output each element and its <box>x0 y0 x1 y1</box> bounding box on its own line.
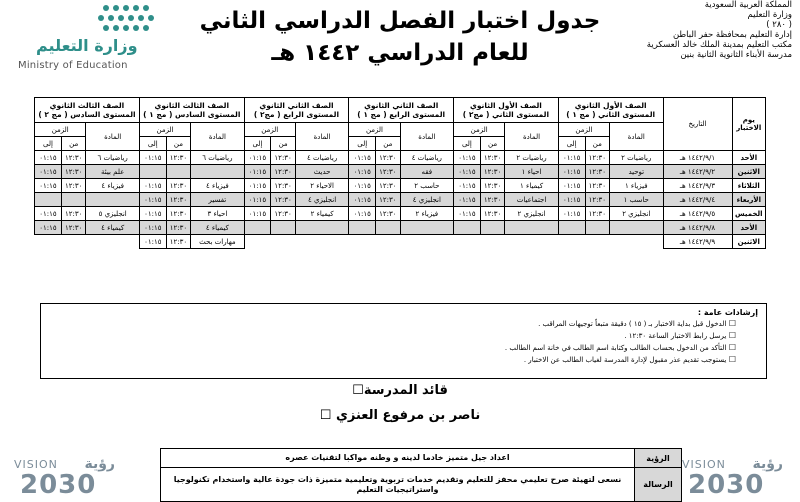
subject-cell: رياضيات ٤ <box>295 151 348 165</box>
to-time-cell: ٠١:١٥ <box>558 179 585 193</box>
subject-cell <box>191 165 244 179</box>
ministry-logo <box>6 0 176 80</box>
day-cell: الأحد <box>732 221 765 235</box>
vision-text: اعداد جيل متميز خادما لدينه و وطنه مواكبا لتقنيات عصره <box>285 453 510 462</box>
to-time-cell: ٠١:١٥ <box>244 207 271 221</box>
from-time-cell: ١٢:٣٠ <box>61 221 86 235</box>
table-row <box>35 207 766 221</box>
to-time-cell: ٠١:١٥ <box>35 207 62 221</box>
to-time-cell <box>35 193 62 207</box>
mission-text: نسعى لتهيئة صرح تعليمي محفز للتعليم وتقديم خدمات تربوية وتعليمية متميزة ذات جودة عالية واستخدام تكنولوجيا واستراتيجيات التعليم <box>173 474 622 494</box>
subject-cell: رياضيات ٢ <box>505 151 558 165</box>
subject-cell <box>86 193 139 207</box>
from-header: من <box>61 137 86 151</box>
instruction-item: ☐ الدخول قبل بداية الاختبار بـ ( ١٥ ) دقيقة متبعاً توجيهات المراقب . <box>505 318 736 330</box>
from-time-cell <box>585 221 610 235</box>
to-time-cell: ٠١:١٥ <box>35 179 62 193</box>
date-cell: ١٤٤٢/٩/٩ هـ <box>663 235 732 249</box>
subject-cell <box>400 221 453 235</box>
instructions-heading: إرشادات عامة : <box>697 308 758 317</box>
time-header: الزمن <box>558 123 609 137</box>
to-time-cell: ٠١:١٥ <box>349 151 376 165</box>
subject-cell: تفسير <box>191 193 244 207</box>
from-time-cell: ١٢:٣٠ <box>166 179 191 193</box>
empty-cell <box>61 235 86 249</box>
to-time-cell: ٠١:١٥ <box>244 165 271 179</box>
date-header: التاريخ <box>663 98 732 151</box>
principal-name: ناصر بن مرفوع العنزي ☐ <box>319 408 481 423</box>
class-group-header: الصف الثاني الثانوي المستوى الرابع ( مج٢ ) <box>244 98 349 123</box>
to-header: إلى <box>139 137 166 151</box>
time-header: الزمن <box>349 123 400 137</box>
subject-cell: اجتماعيات <box>505 193 558 207</box>
general-instructions <box>40 303 767 379</box>
to-header: إلى <box>35 137 62 151</box>
from-time-cell: ١٢:٣٠ <box>376 179 401 193</box>
subject-cell: رياضيات ٦ <box>191 151 244 165</box>
from-time-cell: ١٢:٣٠ <box>480 193 505 207</box>
to-time-cell <box>454 221 481 235</box>
to-time-cell: ٠١:١٥ <box>139 193 166 207</box>
subject-cell: رياضيات ٤ <box>400 151 453 165</box>
vision-2030-logo-left: VISION رؤية 2030 <box>14 456 115 500</box>
subject-cell: انجليزي ٢ <box>505 207 558 221</box>
subject-header: المادة <box>400 123 453 151</box>
from-time-cell: ١٢:٣٠ <box>585 193 610 207</box>
subject-cell: فيزياء ٢ <box>400 207 453 221</box>
table-row <box>35 165 766 179</box>
subject-cell: احياء ١ <box>505 165 558 179</box>
from-time-cell: ١٢:٣٠ <box>585 165 610 179</box>
day-cell: الأحد <box>732 151 765 165</box>
subject-cell: فيزياء ٤ <box>191 179 244 193</box>
empty-cell <box>454 235 481 249</box>
subject-cell: انجليزي ٤ <box>295 193 348 207</box>
class-group-header: الصف الثالث الثانوي المستوى السادس ( مج ٢ ) <box>35 98 140 123</box>
from-time-cell: ١٢:٣٠ <box>585 207 610 221</box>
from-time-cell: ١٢:٣٠ <box>166 151 191 165</box>
empty-cell <box>295 235 348 249</box>
to-time-cell: ٠١:١٥ <box>139 179 166 193</box>
date-cell: ١٤٤٢/٩/٢ هـ <box>663 165 732 179</box>
from-header: من <box>166 137 191 151</box>
table-row <box>35 151 766 165</box>
subject-cell <box>505 221 558 235</box>
day-cell: الأربعاء <box>732 193 765 207</box>
to-header: إلى <box>349 137 376 151</box>
instruction-item: ☐ التأكد من الدخول بحساب الطالب وكتابة اسم الطالب في خانة اسم الطالب . <box>505 342 736 354</box>
to-time-cell: ٠١:١٥ <box>454 193 481 207</box>
to-time-cell <box>349 221 376 235</box>
to-header: إلى <box>558 137 585 151</box>
from-time-cell: ١٢:٣٠ <box>271 193 296 207</box>
from-time-cell: ١٢:٣٠ <box>166 221 191 235</box>
ministry-line: مدرسة الأبناء الثانوية الثانية بنين <box>680 50 792 60</box>
instruction-item: ☐ يستوجب تقديم عذر مقبول لإدارة المدرسة لغياب الطالب عن الاختبار . <box>505 354 736 366</box>
principal-label: قائد المدرسة☐ <box>352 383 448 398</box>
to-time-cell <box>244 221 271 235</box>
to-time-cell: ٠١:١٥ <box>558 193 585 207</box>
from-header: من <box>376 137 401 151</box>
date-cell: ١٤٤٢/٩/١ هـ <box>663 151 732 165</box>
from-time-cell <box>271 221 296 235</box>
to-time-cell: ٠١:١٥ <box>454 207 481 221</box>
from-time-cell <box>61 193 86 207</box>
time-header: الزمن <box>35 123 86 137</box>
to-time-cell <box>558 221 585 235</box>
from-time-cell: ١٢:٣٠ <box>480 151 505 165</box>
day-header: يوم الاختبار <box>732 98 765 151</box>
day-cell: الخميس <box>732 207 765 221</box>
from-time-cell: ١٢:٣٠ <box>166 207 191 221</box>
from-time-cell: ١٢:٣٠ <box>480 179 505 193</box>
logo-arabic: وزارة التعليم <box>36 36 138 55</box>
empty-cell <box>505 235 558 249</box>
from-time-cell: ١٢:٣٠ <box>166 235 191 249</box>
day-cell: الاثنين <box>732 165 765 179</box>
ministry-line: ( ٢٨٠ ) <box>766 20 792 30</box>
to-time-cell: ٠١:١٥ <box>244 193 271 207</box>
class-group-header: الصف الثالث الثانوي المستوى السادس ( مج ١ ) <box>139 98 244 123</box>
subject-header: المادة <box>610 123 663 151</box>
from-time-cell: ١٢:٣٠ <box>271 179 296 193</box>
mission-row <box>161 468 681 501</box>
subject-cell: توحيد <box>610 165 663 179</box>
subject-header: المادة <box>86 123 139 151</box>
table-row <box>35 235 766 249</box>
logo-english: Ministry of Education <box>18 60 128 71</box>
to-time-cell: ٠١:١٥ <box>558 151 585 165</box>
from-time-cell: ١٢:٣٠ <box>585 151 610 165</box>
subject-cell: حاسب ١ <box>610 193 663 207</box>
subject-cell: انجليزي ٥ <box>86 207 139 221</box>
class-group-header: الصف الأول الثانوي المستوى الثاني ( مج٢ ) <box>454 98 559 123</box>
table-row <box>35 193 766 207</box>
from-header: من <box>271 137 296 151</box>
to-time-cell: ٠١:١٥ <box>139 221 166 235</box>
subject-cell: حاسب ٢ <box>400 179 453 193</box>
ministry-line: إدارة التعليم بمحافظة حفر الباطن <box>672 30 792 40</box>
table-row <box>35 221 766 235</box>
subject-cell: كيمياء ٤ <box>191 221 244 235</box>
from-time-cell: ١٢:٣٠ <box>480 207 505 221</box>
to-time-cell: ٠١:١٥ <box>349 207 376 221</box>
from-time-cell <box>376 221 401 235</box>
subject-header: المادة <box>191 123 244 151</box>
subject-cell: رياضيات ٦ <box>86 151 139 165</box>
date-cell: ١٤٤٢/٩/٨ هـ <box>663 221 732 235</box>
empty-cell <box>400 235 453 249</box>
mission-label: الرسالة <box>634 468 681 501</box>
subject-cell: احياء ٣ <box>191 207 244 221</box>
to-header: إلى <box>454 137 481 151</box>
to-time-cell: ٠١:١٥ <box>349 179 376 193</box>
to-time-cell: ٠١:١٥ <box>139 207 166 221</box>
subject-cell: انجليزي ٢ <box>610 207 663 221</box>
from-header: من <box>585 137 610 151</box>
from-time-cell: ١٢:٣٠ <box>480 165 505 179</box>
subject-cell: فيزياء ٤ <box>86 179 139 193</box>
subject-cell: كيمياء ٤ <box>86 221 139 235</box>
empty-cell <box>244 235 271 249</box>
subject-cell: فقه <box>400 165 453 179</box>
table-row <box>35 179 766 193</box>
vision-label: الرؤية <box>634 449 681 467</box>
instruction-item: ☐ يرسل رابط الاختبار الساعة ١٢:٣٠ . <box>505 330 736 342</box>
empty-cell <box>349 235 376 249</box>
ministry-info <box>592 0 792 60</box>
empty-cell <box>376 235 401 249</box>
from-header: من <box>480 137 505 151</box>
class-group-header: الصف الأول الثانوي المستوى الثاني ( مج ١ ) <box>558 98 663 123</box>
empty-cell <box>271 235 296 249</box>
to-time-cell: ٠١:١٥ <box>244 179 271 193</box>
to-time-cell: ٠١:١٥ <box>454 165 481 179</box>
exam-schedule-table <box>34 97 766 249</box>
empty-cell <box>558 235 585 249</box>
subject-cell: فيزياء ١ <box>610 179 663 193</box>
subject-cell <box>610 221 663 235</box>
from-time-cell: ١٢:٣٠ <box>61 207 86 221</box>
from-time-cell: ١٢:٣٠ <box>166 193 191 207</box>
time-header: الزمن <box>139 123 190 137</box>
empty-cell <box>480 235 505 249</box>
to-time-cell: ٠١:١٥ <box>35 221 62 235</box>
instructions-list <box>505 318 736 366</box>
from-time-cell: ١٢:٣٠ <box>271 151 296 165</box>
vision-row <box>161 449 681 468</box>
to-time-cell: ٠١:١٥ <box>139 151 166 165</box>
ministry-line: مكتب التعليم بمدينة الملك خالد العسكرية <box>646 40 792 50</box>
to-time-cell <box>139 165 166 179</box>
empty-cell <box>585 235 610 249</box>
empty-cell <box>35 235 62 249</box>
subject-cell: الاحياء ٢ <box>295 179 348 193</box>
ministry-line: وزارة التعليم <box>747 10 792 20</box>
from-time-cell: ١٢:٣٠ <box>61 165 86 179</box>
subject-cell <box>295 221 348 235</box>
empty-cell <box>610 235 663 249</box>
date-cell: ١٤٤٢/٩/٥ هـ <box>663 207 732 221</box>
to-time-cell: ٠١:١٥ <box>349 193 376 207</box>
title-line-2: للعام الدراسي ١٤٤٢ هـ <box>271 40 529 66</box>
day-cell: الاثنين <box>732 235 765 249</box>
from-time-cell: ١٢:٣٠ <box>61 179 86 193</box>
from-time-cell: ١٢:٣٠ <box>271 207 296 221</box>
from-time-cell: ١٢:٣٠ <box>376 165 401 179</box>
to-time-cell: ٠١:١٥ <box>35 165 62 179</box>
day-cell: الثلاثاء <box>732 179 765 193</box>
to-time-cell: ٠١:١٥ <box>558 207 585 221</box>
from-time-cell: ١٢:٣٠ <box>61 151 86 165</box>
ministry-line: المملكة العربية السعودية <box>704 0 792 10</box>
subject-cell: انجليزي ٤ <box>400 193 453 207</box>
to-time-cell: ٠١:١٥ <box>558 165 585 179</box>
subject-cell: كيمياء ٢ <box>295 207 348 221</box>
from-time-cell: ١٢:٣٠ <box>585 179 610 193</box>
class-group-header: الصف الثاني الثانوي المستوى الرابع ( مج ١ ) <box>349 98 454 123</box>
subject-header: المادة <box>505 123 558 151</box>
time-header: الزمن <box>454 123 505 137</box>
title-line-1: جدول اختبار الفصل الدراسي الثاني <box>199 8 601 34</box>
subject-header: المادة <box>295 123 348 151</box>
date-cell: ١٤٤٢/٩/٤ هـ <box>663 193 732 207</box>
date-cell: ١٤٤٢/٩/٣ هـ <box>663 179 732 193</box>
subject-cell: رياضيات ٢ <box>610 151 663 165</box>
from-time-cell: ١٢:٣٠ <box>376 193 401 207</box>
to-time-cell: ٠١:١٥ <box>35 151 62 165</box>
to-time-cell: ٠١:١٥ <box>349 165 376 179</box>
time-header: الزمن <box>244 123 295 137</box>
to-header: إلى <box>244 137 271 151</box>
to-time-cell: ٠١:١٥ <box>244 151 271 165</box>
from-time-cell: ١٢:٣٠ <box>376 151 401 165</box>
subject-cell: حديث <box>295 165 348 179</box>
to-time-cell: ٠١:١٥ <box>454 151 481 165</box>
from-time-cell <box>480 221 505 235</box>
to-time-cell: ٠١:١٥ <box>139 235 166 249</box>
from-time-cell: ١٢:٣٠ <box>376 207 401 221</box>
vision-mission-box <box>160 448 682 502</box>
vision-2030-logo-right: VISION رؤية 2030 <box>682 456 783 500</box>
to-time-cell: ٠١:١٥ <box>454 179 481 193</box>
from-time-cell <box>166 165 191 179</box>
subject-cell: كيمياء ١ <box>505 179 558 193</box>
subject-cell: علم بيئة <box>86 165 139 179</box>
from-time-cell: ١٢:٣٠ <box>271 165 296 179</box>
page-title <box>190 6 610 70</box>
empty-cell <box>86 235 139 249</box>
subject-cell: مهارات بحث <box>191 235 244 249</box>
